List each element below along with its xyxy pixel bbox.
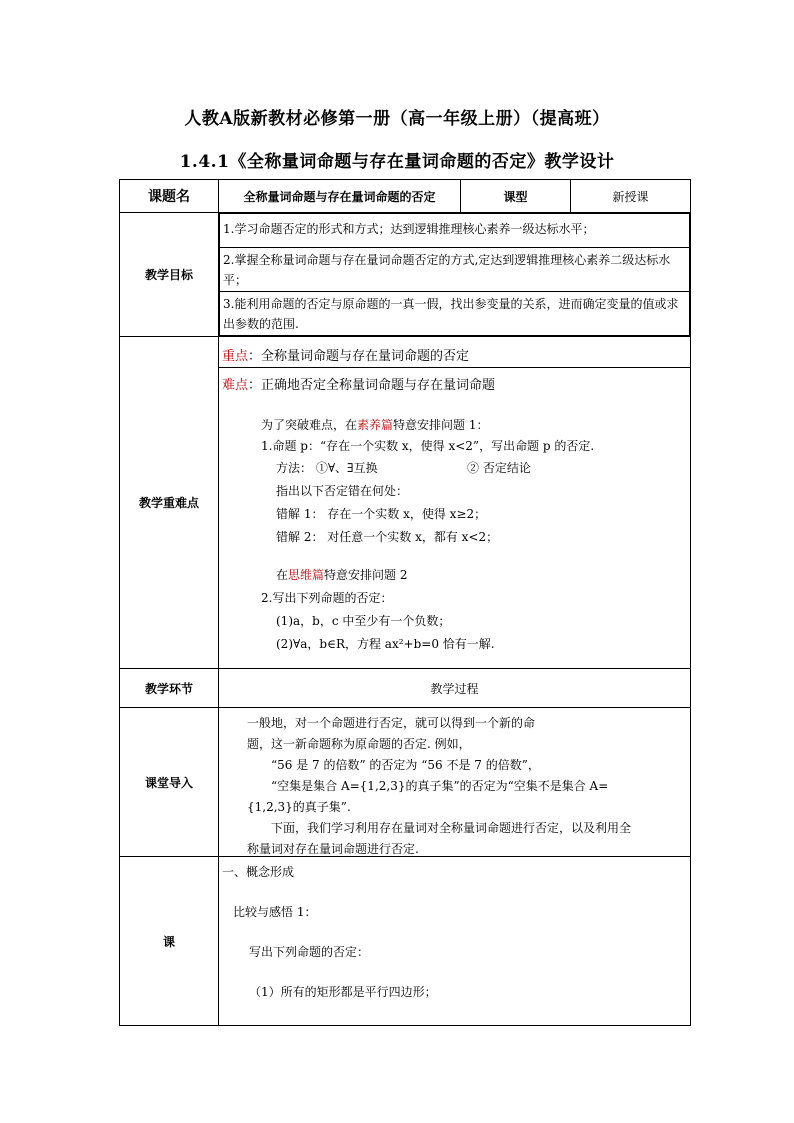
intro-line: “空集是集合 A={1,2,3}的真子集”的否定为“空集不是集合 A=: [271, 779, 609, 793]
document-title-line2: 1.4.1《全称量词命题与存在量词命题的否定》教学设计: [179, 152, 615, 172]
wrong-answer-1: 错解 1： 存在一个实数 x，使得 x≥2；: [276, 507, 487, 521]
intro-line: 称量词对存在量词命题进行否定.: [247, 842, 419, 856]
literacy-section: 素养篇: [357, 418, 394, 432]
topic-value: 全称量词命题与存在量词命题的否定: [219, 180, 461, 213]
intro-line: 题，这一新命题称为原命题的否定. 例如，: [247, 737, 471, 751]
problem1-intro: 为了突破难点，在: [261, 418, 358, 432]
lesson-type-label: 课型: [461, 180, 571, 213]
focus-tag: 重点: [222, 349, 249, 364]
lesson-label: 课: [120, 857, 219, 1026]
objectives-label: 教学目标: [120, 213, 219, 337]
focus-text: ：全称量词命题与存在量词命题的否定: [248, 349, 470, 364]
intro-line: {1,2,3}的真子集”.: [247, 800, 351, 814]
difficulty-tag: 难点: [222, 378, 249, 393]
lesson-row: [120, 857, 691, 1026]
lesson-plan-table: [119, 179, 691, 1026]
intro-line: “56 是 7 的倍数” 的否定为 “56 不是 7 的倍数”，: [271, 758, 540, 772]
intro-line: 一般地，对一个命题进行否定，就可以得到一个新的命: [247, 716, 536, 730]
stage-row: [120, 669, 691, 708]
problem2-text: 2.写出下列命题的否定：: [261, 591, 393, 605]
method-2: ② 否定结论: [467, 461, 531, 475]
lesson-type-value: 新授课: [571, 180, 691, 213]
concept-heading: 一、概念形成: [222, 865, 295, 879]
intro-line: 下面，我们学习利用存在量词对全称量词命题进行否定，以及利用全: [271, 821, 632, 835]
difficulty-text: ：正确地否定全称量词命题与存在量词命题: [248, 378, 496, 393]
key-points-label: 教学重难点: [120, 337, 219, 669]
objective-item: 3.能利用命题的否定与原命题的一真一假，找出参变量的关系，进而确定变量的值或求出参数的范围.: [220, 292, 690, 336]
topic-label: 课题名: [120, 180, 219, 213]
thinking-section: 思维篇: [288, 568, 325, 582]
lesson-item-1: （1）所有的矩形都是平行四边形；: [249, 985, 437, 999]
header-row: [120, 180, 691, 213]
objective-item: 1.学习命题否定的形式和方式；达到逻辑推理核心素养一级达标水平；: [220, 214, 690, 248]
wrong-answer-2: 错解 2： 对任意一个实数 x，都有 x<2；: [276, 530, 499, 544]
intro-label: 课堂导入: [120, 708, 219, 857]
key-points-row: 教学重难点 重点：全称量词命题与存在量词命题的否定 难点：正确地否定全称量词命题与存在量词命题 为了突破难点，在素养篇特意安排问题 1： 1.命题 p：“存在一个实数 x，使得 x<2”，写出命题 p 的否定. 方法： ①∀、∃互换 ② 否定结论 指出以下否定错在何处： 错解 1： 存在一个实数 x，使得 x≥2； 错解 2： 对任意一个实数 x，都有 x<2； 在思维篇特意安排问题 2 2.写出下列命题的否定： (1)a，b，c 中至少有一个负数； (2)∀a，b∈R，方程 ax²+b=0 恰有一解.: [120, 337, 691, 669]
objectives-row: [120, 213, 691, 337]
stage-label: 教学环节: [120, 669, 219, 708]
problem2-item2: (2)∀a，b∈R，方程 ax²+b=0 恰有一解.: [276, 637, 495, 651]
intro-row: [120, 708, 691, 857]
compare-heading: 比较与感悟 1：: [233, 905, 317, 919]
problem1-text: 1.命题 p：“存在一个实数 x，使得 x<2”，写出命题 p 的否定.: [261, 439, 595, 453]
method-1: 方法： ①∀、∃互换: [276, 461, 378, 475]
objective-item: 2.掌握全称量词命题与存在量词命题否定的方式,定达到逻辑推理核心素养二级达标水平；: [220, 248, 690, 292]
problem2-item1: (1)a，b，c 中至少有一个负数；: [276, 614, 451, 628]
stage-value: 教学过程: [219, 669, 691, 708]
write-negation: 写出下列命题的否定：: [249, 945, 370, 959]
find-errors: 指出以下否定错在何处：: [276, 484, 409, 498]
document-title-line1: 人教A版新教材必修第一册（高一年级上册）（提高班）: [184, 109, 610, 129]
